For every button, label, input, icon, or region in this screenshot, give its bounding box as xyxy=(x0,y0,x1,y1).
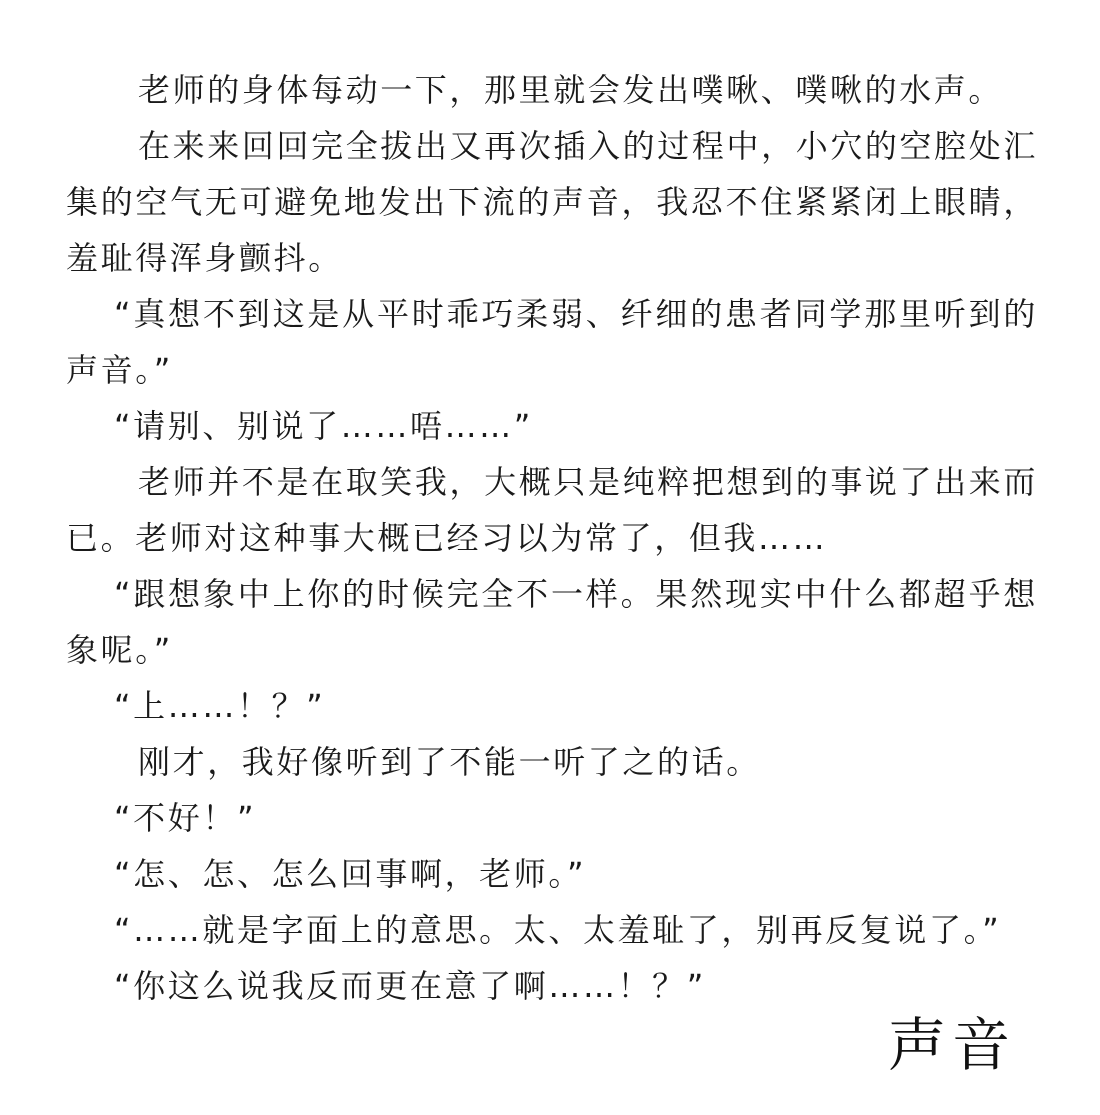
paragraph-11: “……就是字面上的意思。太、太羞耻了，别再反复说了。” xyxy=(114,911,1002,949)
paragraph-12: “你这么说我反而更在意了啊……！？” xyxy=(114,967,706,1005)
paragraph-9: “不好！” xyxy=(114,799,257,837)
paragraph-2: 在来来回回完全拔出又再次插入的过程中，小穴的空腔处汇集的空气无可避免地发出下流的声音，我忍不住紧紧闭上眼睛，羞耻得浑身颤抖。 xyxy=(66,127,1038,277)
footer-title: 声音 xyxy=(888,1011,1017,1079)
paragraph-8: 刚才，我好像听到了不能一听了之的话。 xyxy=(138,743,761,781)
paragraph-1: 老师的身体每动一下，那里就会发出噗啾、噗啾的水声。 xyxy=(138,71,1004,109)
paragraph-4: “请别、别说了……唔……” xyxy=(114,407,533,445)
paragraph-10: “怎、怎、怎么回事啊，老师。” xyxy=(114,855,587,893)
paragraph-7: “上……！？” xyxy=(114,687,326,725)
story-text xyxy=(66,62,1038,1014)
paragraph-3: “真想不到这是从平时乖巧柔弱、纤细的患者同学那里听到的声音。” xyxy=(66,295,1038,389)
paragraph-6: “跟想象中上你的时候完全不一样。果然现实中什么都超乎想象呢。” xyxy=(66,575,1038,669)
paragraph-5: 老师并不是在取笑我，大概只是纯粹把想到的事说了出来而已。老师对这种事大概已经习以为常了，但我…… xyxy=(66,463,1038,557)
